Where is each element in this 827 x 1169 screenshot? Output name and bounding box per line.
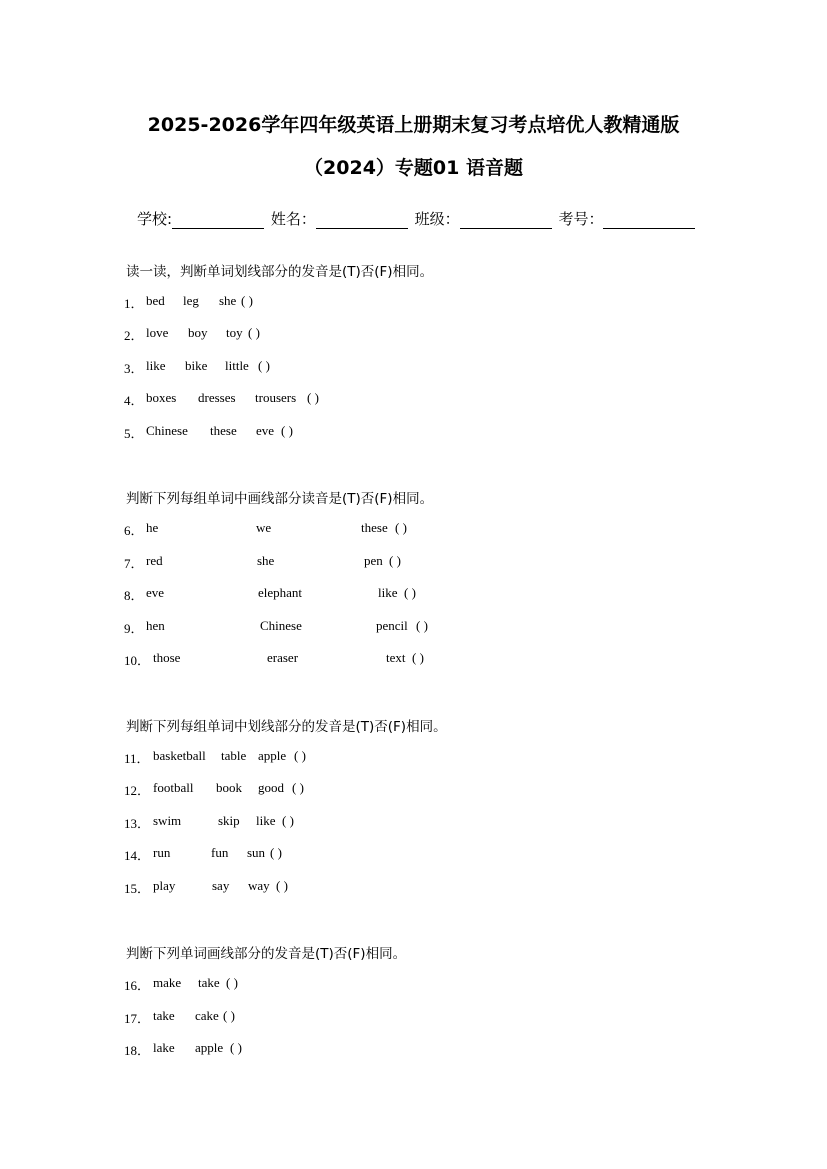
question-number: 16． bbox=[124, 978, 151, 993]
word: he bbox=[146, 520, 159, 535]
question-number: 3． bbox=[124, 361, 144, 376]
question-number: 5． bbox=[124, 426, 144, 441]
word: skip bbox=[218, 813, 240, 828]
word: little bbox=[225, 358, 249, 373]
question-number: 12． bbox=[124, 783, 151, 798]
word: lake bbox=[153, 1040, 175, 1055]
word: those bbox=[153, 650, 181, 665]
word: text bbox=[386, 650, 406, 665]
word: eve bbox=[146, 585, 165, 600]
answer-blank[interactable]: ( ) bbox=[226, 975, 238, 990]
word: boxes bbox=[146, 390, 177, 405]
word: bed bbox=[146, 293, 165, 308]
word: bike bbox=[185, 358, 208, 373]
word: play bbox=[153, 878, 176, 893]
word: toy bbox=[226, 325, 243, 340]
name-label: 姓名： bbox=[270, 210, 316, 228]
question-number: 9． bbox=[124, 621, 144, 636]
question-number: 15． bbox=[124, 881, 151, 896]
question-number: 7． bbox=[124, 556, 144, 571]
word: sun bbox=[247, 845, 266, 860]
class-blank[interactable] bbox=[460, 213, 552, 229]
answer-blank[interactable]: ( ) bbox=[223, 1008, 235, 1023]
question-number: 8． bbox=[124, 588, 144, 603]
word: run bbox=[153, 845, 171, 860]
class-label: 班级： bbox=[414, 210, 460, 228]
word: we bbox=[256, 520, 272, 535]
word: say bbox=[212, 878, 230, 893]
word: love bbox=[146, 325, 169, 340]
word: make bbox=[153, 975, 182, 990]
word: swim bbox=[153, 813, 182, 828]
word: fun bbox=[211, 845, 229, 860]
word: elephant bbox=[258, 585, 303, 600]
question-number: 10． bbox=[124, 653, 151, 668]
section-instruction: 判断下列每组单词中划线部分的发音是(T)否(F)相同。 bbox=[126, 719, 447, 735]
answer-blank[interactable]: ( ) bbox=[281, 423, 293, 438]
section-instruction: 判断下列单词画线部分的发音是(T)否(F)相同。 bbox=[126, 946, 407, 962]
question-number: 17． bbox=[124, 1011, 151, 1026]
name-blank[interactable] bbox=[316, 213, 408, 229]
answer-blank[interactable]: ( ) bbox=[258, 358, 270, 373]
word: leg bbox=[183, 293, 199, 308]
question-number: 14． bbox=[124, 848, 151, 863]
word: trousers bbox=[255, 390, 297, 405]
word: book bbox=[216, 780, 242, 795]
word: red bbox=[146, 553, 163, 568]
word: pencil bbox=[376, 618, 408, 633]
answer-blank[interactable]: ( ) bbox=[276, 878, 288, 893]
answer-blank[interactable]: ( ) bbox=[230, 1040, 242, 1055]
word: basketball bbox=[153, 748, 206, 763]
word: Chinese bbox=[260, 618, 302, 633]
word: dresses bbox=[198, 390, 236, 405]
word: eraser bbox=[267, 650, 299, 665]
section-instruction: 判断下列每组单词中画线部分读音是(T)否(F)相同。 bbox=[126, 491, 434, 507]
exam-number-label: 考号： bbox=[558, 210, 604, 228]
word: apple bbox=[258, 748, 287, 763]
page-title: 2025-2026学年四年级英语上册期末复习考点培优人教精通版 bbox=[147, 114, 680, 136]
section-instruction: 读一读，判断单词划线部分的发音是(T)否(F)相同。 bbox=[126, 264, 434, 280]
answer-blank[interactable]: ( ) bbox=[248, 325, 260, 340]
word: like bbox=[378, 585, 398, 600]
word: like bbox=[146, 358, 166, 373]
word: table bbox=[221, 748, 247, 763]
question-number: 6． bbox=[124, 523, 144, 538]
question-number: 18． bbox=[124, 1043, 151, 1058]
word: hen bbox=[146, 618, 165, 633]
question-number: 4． bbox=[124, 393, 144, 408]
answer-blank[interactable]: ( ) bbox=[389, 553, 401, 568]
word: Chinese bbox=[146, 423, 188, 438]
answer-blank[interactable]: ( ) bbox=[307, 390, 319, 405]
question-number: 1． bbox=[124, 296, 144, 311]
word: she bbox=[257, 553, 275, 568]
word: she bbox=[219, 293, 237, 308]
word: these bbox=[361, 520, 388, 535]
answer-blank[interactable]: ( ) bbox=[395, 520, 407, 535]
school-label: 学校: bbox=[137, 210, 173, 228]
student-info-fields bbox=[137, 208, 697, 229]
word: take bbox=[153, 1008, 175, 1023]
question-number: 2． bbox=[124, 328, 144, 343]
word: these bbox=[210, 423, 237, 438]
exam-number-blank[interactable] bbox=[603, 213, 695, 229]
word: like bbox=[256, 813, 276, 828]
word: good bbox=[258, 780, 284, 795]
answer-blank[interactable]: ( ) bbox=[412, 650, 424, 665]
answer-blank[interactable]: ( ) bbox=[404, 585, 416, 600]
word: cake bbox=[195, 1008, 219, 1023]
word: apple bbox=[195, 1040, 224, 1055]
word: football bbox=[153, 780, 194, 795]
word: pen bbox=[364, 553, 383, 568]
word: take bbox=[198, 975, 220, 990]
word: eve bbox=[256, 423, 275, 438]
answer-blank[interactable]: ( ) bbox=[292, 780, 304, 795]
word: boy bbox=[188, 325, 208, 340]
word: way bbox=[248, 878, 270, 893]
school-blank[interactable] bbox=[172, 213, 264, 229]
answer-blank[interactable]: ( ) bbox=[416, 618, 428, 633]
answer-blank[interactable]: ( ) bbox=[270, 845, 282, 860]
answer-blank[interactable]: ( ) bbox=[241, 293, 253, 308]
answer-blank[interactable]: ( ) bbox=[282, 813, 294, 828]
question-number: 11． bbox=[124, 751, 150, 766]
question-number: 13． bbox=[124, 816, 151, 831]
answer-blank[interactable]: ( ) bbox=[294, 748, 306, 763]
page-subtitle: （2024）专题01 语音题 bbox=[304, 157, 523, 179]
